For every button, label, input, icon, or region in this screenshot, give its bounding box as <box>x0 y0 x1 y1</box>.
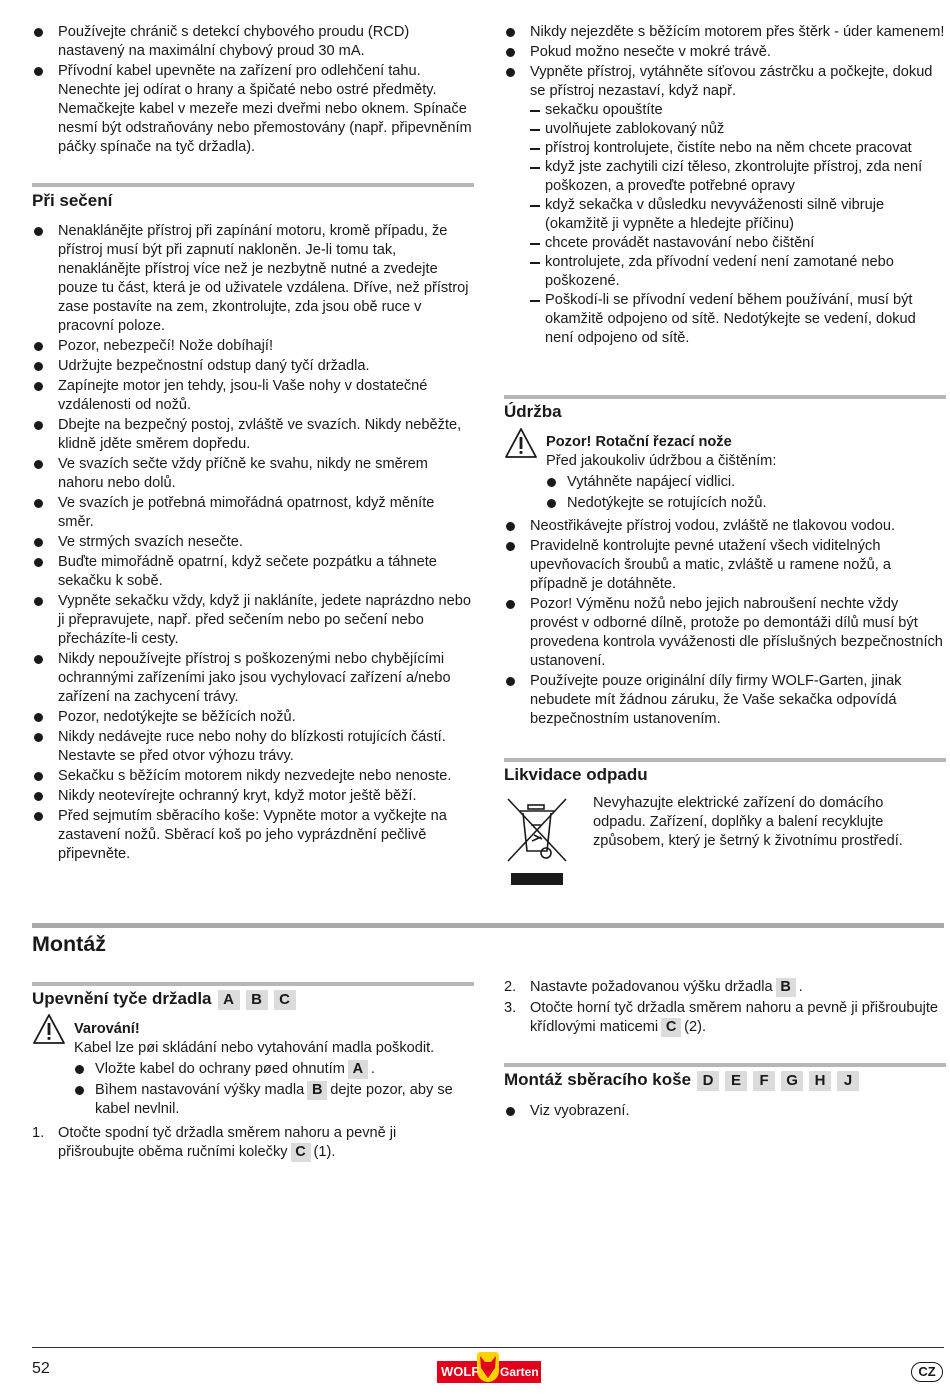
dash-list <box>530 101 946 348</box>
figure-ref-badge: B <box>246 990 268 1010</box>
dash-item: kontrolujete, zda přívodní vedení není zamotané nebo poškozené. <box>530 253 946 291</box>
basket-heading-row <box>504 1070 859 1091</box>
figure-ref-badge: B <box>776 978 796 997</box>
logo-fox-head <box>477 1352 499 1382</box>
figure-ref-badge: F <box>753 1071 775 1091</box>
list-item: Pravidelně kontrolujte pevné utažení všech viditelných upevňovacích šroubů a matic, zvláště u ramene nožů, a případně je dotáhněte. <box>504 537 946 594</box>
dash-item: uvolňujete zablokovaný nůž <box>530 120 946 139</box>
left-intro <box>32 23 474 158</box>
figure-ref-badge: G <box>781 1071 803 1091</box>
handle-steps <box>32 1124 474 1163</box>
step-text: Otočte horní tyč držadla směrem nahoru a pevně ji přišroubujte křídlovými maticemi <box>530 1000 939 1035</box>
numbered-step <box>32 1124 474 1162</box>
list-item: Pozor! Výměnu nožů nebo jejich nabroušení nechte vždy provést v odborné dílně, protože po demontáži dílů musí být provedena kontrola vyváženosti dle příslušných bezpečnostních ustanovení. <box>504 595 946 671</box>
dash-item: Poškodí-li se přívodní vedení během používání, musí být okamžitě odpojeno od sítě. Nedotýkejte se vedení, dokud není odpojeno od sítě. <box>530 291 946 348</box>
handle-warning <box>32 1013 474 1123</box>
warning-icon <box>504 427 538 459</box>
section-rule <box>32 183 474 187</box>
warning-icon <box>32 1013 66 1045</box>
warning-sub-list <box>74 1060 474 1119</box>
mowing-bullet-list <box>32 222 474 864</box>
dash-item: chcete provádět nastavování nebo čištění <box>530 234 946 253</box>
dash-item: sekačku opouštíte <box>530 101 946 120</box>
step-text: Nastavte požadovanou výšku držadla <box>530 979 773 995</box>
maintenance-warning <box>504 427 946 517</box>
section-rule <box>504 1063 946 1067</box>
list-item: Ve strmých svazích nesečte. <box>32 533 474 552</box>
list-item: Nikdy nedávejte ruce nebo nohy do blízkosti rotujících částí. Nestavte se před otvor výhozu trávy. <box>32 728 474 766</box>
list-item-text: Vypněte přístroj, vytáhněte síťovou zástrčku a počkejte, dokud se přístroj nezastaví, když např. <box>530 64 933 99</box>
handle-heading: Upevnění tyče držadla <box>32 989 212 1008</box>
basket-heading: Montáž sběracího koše <box>504 1070 692 1089</box>
weee-bin-icon <box>504 795 570 887</box>
dash-item: přístroj kontrolujete, čistíte nebo na něm chcete pracovat <box>530 139 946 158</box>
list-item: Používejte pouze originální díly firmy WOLF-Garten, jinak nebudete mít žádnou záruku, že Vaše sekačka odpovídá bezpečnostním ustanovením. <box>504 672 946 729</box>
wolf-garten-logo <box>437 1352 541 1386</box>
dash-item: když sekačka v důsledku nevyváženosti silně vibruje (okamžitě ji vypněte a hledejte příčinu) <box>530 196 946 234</box>
list-item: Pozor, nebezpečí! Nože dobíhají! <box>32 337 474 356</box>
list-item: Nikdy nejezděte s běžícím motorem přes štěrk - úder kamenem! <box>504 23 946 42</box>
warning-sub-list <box>546 473 946 513</box>
mowing-section <box>32 222 474 865</box>
assembly-rule <box>32 923 944 928</box>
warning-text: Kabel lze pøi skládání nebo vytahování madla poškodit. <box>74 1040 435 1056</box>
list-item: Neostřikávejte přístroj vodou, zvláště ne tlakovou vodou. <box>504 517 946 536</box>
numbered-list <box>504 978 946 1037</box>
list-item: Pozor, nedotýkejte se běžících nožů. <box>32 708 474 727</box>
list-item: Sekačku s běžícím motorem nikdy nezvedejte nebo nenoste. <box>32 767 474 786</box>
step-number: 2. <box>504 979 517 995</box>
list-item: Buďte mimořádně opatrní, když sečete pozpátku a táhnete sekačku k sobě. <box>32 553 474 591</box>
basket-section <box>504 1102 946 1122</box>
list-item: Zapínejte motor jen tehdy, jsou-li Vaše nohy v dostatečné vzdálenosti od nožů. <box>32 377 474 415</box>
list-item: Nenaklánějte přístroj při zapínání motoru, kromě případu, že přístroj musí být při zapnutí nakloněn. Je-li tomu tak, nenaklánějte přístroj více než je nezbytně nutné a zvedejte pouze tu část, která je od uživatele vzdálena. Dříve, než přístroj zase postavíte na zem, zkontrolujte, zda jsou obě ruce v pracovní poloze. <box>32 222 474 336</box>
figure-ref-badge: A <box>218 990 240 1010</box>
dash-item: když jste zachytili cizí těleso, zkontrolujte přístroj, zda není poškozen, a proveďte potřebné opravy <box>530 158 946 196</box>
figure-ref-badge: E <box>725 1071 747 1091</box>
warning-text: Před jakoukoliv údržbou a čištěním: <box>546 453 777 469</box>
logo-text-left: WOLF <box>441 1364 480 1379</box>
numbered-list <box>32 1124 474 1162</box>
warning-text-block <box>74 1020 474 1119</box>
logo-text-right: Garten <box>500 1365 539 1379</box>
list-item: Udržujte bezpečnostní odstup daný tyčí držadla. <box>32 357 474 376</box>
list-item-text-end: . <box>370 1061 375 1077</box>
list-item: Ve svazích je potřebná mimořádná opatrnost, když měníte směr. <box>32 494 474 532</box>
list-item <box>504 63 946 348</box>
disposal-text: Nevyhazujte elektrické zařízení do domácího odpadu. Zařízení, doplňky a balení recyklujte způsobem, který je šetrný k životnímu prostředí. <box>593 795 903 849</box>
list-item-text-end: dejte pozor, aby se kabel nevlnil. <box>95 1082 453 1117</box>
step-text: Otočte spodní tyč držadla směrem nahoru a pevně ji přišroubujte oběma ručními kolečky <box>58 1125 397 1160</box>
list-item: Viz vyobrazení. <box>504 1102 946 1121</box>
assembly-heading: Montáž <box>32 932 107 956</box>
footer-rule <box>32 1347 944 1348</box>
list-item: Nikdy neotevírejte ochranný kryt, když motor ještě běží. <box>32 787 474 806</box>
list-item <box>74 1060 474 1079</box>
fox-icon <box>477 1352 499 1382</box>
handle-heading-row <box>32 989 296 1010</box>
country-code-badge <box>911 1362 943 1382</box>
step-text-end: . <box>798 979 803 995</box>
figure-ref-badge: C <box>291 1143 311 1162</box>
step-text-end: (1). <box>313 1144 336 1160</box>
basket-bullet-list <box>504 1102 946 1121</box>
list-item: Dbejte na bezpečný postoj, zvláště ve svazích. Nikdy neběžte, klidně jděte směrem dopředu. <box>32 416 474 454</box>
right-top <box>504 23 946 349</box>
step-number: 3. <box>504 1000 517 1016</box>
country-code: CZ <box>918 1364 936 1379</box>
maintenance-list <box>504 517 946 730</box>
list-item: Ve svazích sečte vždy příčně ke svahu, nikdy ne směrem nahoru nebo dolů. <box>32 455 474 493</box>
list-item: Před sejmutím sběracího koše: Vypněte motor a vyčkejte na zastavení nožů. Sběrací koš po jeho vyprázdnění pečlivě připevněte. <box>32 807 474 864</box>
figure-ref-badge: J <box>837 1071 859 1091</box>
list-item: Používejte chránič s detekcí chybového proudu (RCD) nastavený na maximální chybový proud 30 mA. <box>32 23 474 61</box>
intro-bullet-list <box>32 23 474 157</box>
step-text-end: (2). <box>684 1019 707 1035</box>
section-rule <box>504 758 946 762</box>
page-number: 52 <box>32 1360 50 1377</box>
warning-title: Pozor! Rotační řezací nože <box>546 434 732 450</box>
list-item-text: Vložte kabel do ochrany pøed ohnutím <box>95 1061 345 1077</box>
list-item: Pokud možno nesečte v mokré trávě. <box>504 43 946 62</box>
step-number: 1. <box>32 1125 45 1141</box>
list-item: Vytáhněte napájecí vidlici. <box>546 473 946 492</box>
right-bullet-list <box>504 23 946 348</box>
figure-ref-badge: A <box>348 1060 368 1079</box>
figure-ref-badge: C <box>661 1018 681 1037</box>
section-rule <box>32 982 474 986</box>
numbered-step <box>504 999 946 1037</box>
mowing-heading: Při sečení <box>32 191 113 210</box>
warning-text-block <box>546 433 946 513</box>
warning-title: Varování! <box>74 1021 140 1037</box>
list-item-text: Bìhem nastavování výšky madla <box>95 1082 305 1098</box>
handle-steps-continued <box>504 978 946 1038</box>
list-item: Nikdy nepoužívejte přístroj s poškozenými nebo chybějícími ochrannými zařízeními jako jsou vychylovací zařízení a/nebo zařízení na zachycení trávy. <box>32 650 474 707</box>
list-item <box>74 1081 474 1119</box>
numbered-step <box>504 978 946 997</box>
disposal-heading: Likvidace odpadu <box>504 765 648 784</box>
figure-ref-badge: B <box>307 1081 327 1100</box>
list-item: Vypněte sekačku vždy, když ji nakláníte, jedete naprázdno nebo ji přepravujete, např. před sečením nebo po sečení nebo přecházíte-li cesty. <box>32 592 474 649</box>
list-item: Přívodní kabel upevněte na zařízení pro odlehčení tahu. Nenechte jej odírat o hrany a špičaté nebo ostré předměty. Nemačkejte kabel v mezeře mezi dveřmi nebo oknem. Spínače nesmí být odstraňovány nebo přemostovány (např. připevněním páčky spínače na tyč držadla). <box>32 62 474 157</box>
figure-ref-badge: C <box>274 990 296 1010</box>
figure-ref-badge: H <box>809 1071 831 1091</box>
list-item: Nedotýkejte se rotujících nožů. <box>546 494 946 513</box>
maintenance-bullet-list <box>504 517 946 729</box>
section-rule <box>504 395 946 399</box>
maintenance-heading: Údržba <box>504 402 562 421</box>
figure-ref-badge: D <box>697 1071 719 1091</box>
